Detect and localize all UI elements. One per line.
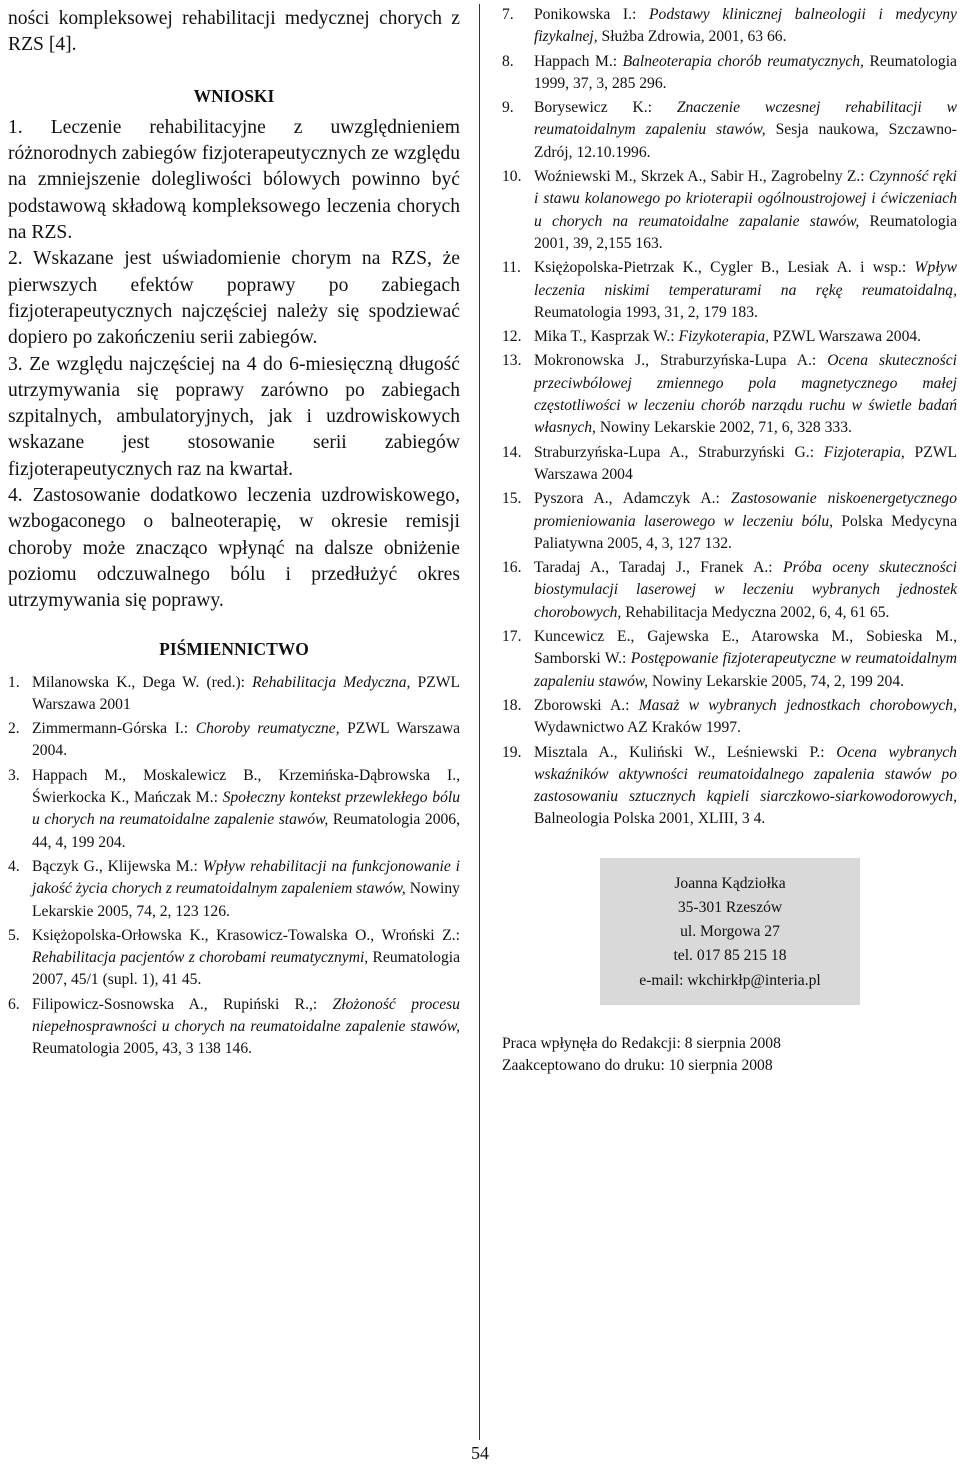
reference-item [8, 994, 460, 1061]
reference-source: Rehabilitacja Medyczna 2002, 6, 4, 61 65. [621, 603, 890, 621]
reference-title: Wpływ rehabilitacji na funkcjonowanie i jakość życia chorych z reumatoidalnym zapaleniem stawów, [32, 857, 461, 898]
reference-authors: Ponikowska I.: [534, 6, 650, 23]
reference-authors: Pyszora A., Adamczyk A.: [534, 490, 731, 508]
reference-source: Sesja naukowa, Szczawno-Zdrój, 12.10.1996. [534, 121, 957, 161]
contact-email: e-mail: wkchirkłp@interia.pl [639, 971, 821, 989]
reference-title: Masaż w wybranych jednostkach chorobowych, [638, 696, 958, 714]
reference-item [502, 97, 957, 164]
reference-number: 15. [502, 490, 522, 508]
reference-item [502, 557, 957, 624]
reference-item [502, 626, 957, 693]
reference-item [502, 742, 957, 831]
contact-name: Joanna Kądziołka [674, 874, 786, 892]
intro-text: ności kompleksowej rehabilitacji medycznej chorych z RZS [4]. [8, 8, 460, 56]
reference-title: Wpływ leczenia niskimi temperaturami na rękę reumatoidalną, [534, 259, 957, 299]
reference-source: Polska Medycyna Paliatywna 2005, 4, 3, 127 132. [534, 512, 957, 552]
reference-item [502, 4, 957, 49]
reference-title: Ocena skuteczności przeciwbólowej zmiennego pola magnetycznego małej częstotliwości w leczeniu chorób narządu ruchu w świetle badań własnych, [534, 352, 958, 437]
reference-number: 2. [8, 720, 20, 738]
reference-item [8, 765, 460, 854]
reference-list-left [8, 672, 460, 1061]
reference-item [502, 166, 957, 255]
reference-authors: Filipowicz-Sosnowska A., Rupiński R.,: [32, 995, 333, 1013]
conclusion-2: 2. Wskazane jest uświadomienie chorym na RZS, że pierwszych efektów poprawy po zabiegach fizjoterapeutycznych najczęściej należy się spodziewać dopiero po zakończeniu serii zabiegów. [8, 248, 460, 349]
left-column [8, 6, 460, 1063]
reference-title: Fizjoterapia, [823, 443, 905, 461]
reference-authors: Bączyk G., Klijewska M.: [32, 857, 203, 875]
reference-number: 1. [8, 673, 20, 691]
reference-title: Złożoność procesu niepełnosprawności u chorych na reumatoidalne zapalenie stawów, [32, 995, 460, 1035]
reference-number: 5. [8, 926, 20, 944]
reference-number: 14. [502, 443, 522, 461]
reference-source: Służba Zdrowia, 2001, 63 66. [597, 28, 787, 46]
reference-number: 17. [502, 628, 522, 646]
reference-title: Ocena wybranych wskaźników aktywności reumatoidalnego zapalenia stawów po zastosowaniu sztucznych kąpieli siarczkowo-siarkowodorowych, [534, 743, 957, 806]
references-heading: PIŚMIENNICTWO [159, 638, 309, 659]
received-date: Praca wpłynęła do Redakcji: 8 sierpnia 2008 [502, 1034, 781, 1052]
reference-title: Społeczny kontekst przewlekłego bólu u chorych na reumatoidalne zapalenie stawów, [32, 789, 460, 829]
reference-authors: Mika T., Kasprzak W.: [534, 328, 679, 346]
reference-item [502, 257, 957, 324]
reference-authors: Zborowski A.: [534, 696, 639, 714]
reference-source: Reumatologia 1993, 31, 2, 179 183. [534, 303, 758, 321]
reference-item [8, 672, 460, 717]
reference-title: Rehabilitacja Medyczna, [252, 673, 411, 691]
reference-source: Reumatologia 2007, 45/1 (supl. 1), 41 45. [32, 949, 460, 989]
reference-title: Fizykoterapia, [678, 328, 770, 346]
contact-city: 35-301 Rzeszów [677, 898, 783, 916]
reference-source: PZWL Warszawa 2004. [32, 720, 461, 760]
reference-title: Podstawy klinicznej balneologii i medycyny fizykalnej, [534, 6, 957, 46]
reference-title: Czynność ręki i stawu kolanowego po krioterapii ogólnoustrojowej i ćwiczeniach u chorych na reumatoidalne zapalanie stawów, [534, 168, 957, 230]
reference-authors: Happach M., Moskalewicz B., Krzemińska-Dąbrowska I., Świerkocka K., Mańczak M.: [32, 766, 460, 807]
contact-street: ul. Morgowa 27 [680, 923, 780, 941]
page-number: 54 [471, 1443, 489, 1463]
reference-source: Nowiny Lekarskie 2005, 74, 2, 199 204. [648, 672, 905, 690]
conclusion-1: 1. Leczenie rehabilitacyjne z uwzględnieniem różnorodnych zabiegów fizjoterapeutycznych ze względu na zmniejszenie dolegliwości bólowych powinno być podstawową składową kompleksowego leczenia chorych na RZS. [8, 116, 460, 244]
reference-source: Nowiny Lekarskie 2005, 74, 2, 123 126. [32, 880, 460, 920]
reference-title: Próba oceny skuteczności biostymulacji laserowej w leczeniu wybranych jednostek chorobowych, [534, 559, 957, 621]
reference-item [8, 925, 460, 992]
reference-number: 10. [502, 168, 522, 186]
reference-authors: Misztala A., Kuliński W., Leśniewski P.: [534, 743, 837, 761]
contact-phone: tel. 017 85 215 18 [673, 947, 787, 965]
reference-title: Balneoterapia chorób reumatycznych, [622, 52, 864, 70]
reference-authors: Milanowska K., Dega W. (red.): [32, 673, 253, 691]
reference-authors: Straburzyńska-Lupa A., Straburzyński G.: [534, 443, 824, 461]
reference-authors: Kuncewicz E., Gajewska E., Atarowska M., Sobieska M., Samborski W.: [534, 628, 957, 668]
reference-title: Postępowanie fizjoterapeutyczne w reumatoidalnym zapaleniu stawów, [534, 650, 957, 690]
reference-source: Nowiny Lekarskie 2002, 71, 6, 328 333. [595, 419, 852, 437]
reference-number: 8. [502, 52, 514, 70]
reference-source: Reumatologia 2006, 44, 4, 199 204. [32, 811, 460, 851]
reference-number: 12. [502, 328, 522, 346]
reference-authors: Taradaj A., Taradaj J., Franek A.: [534, 559, 783, 577]
reference-item [502, 350, 957, 439]
reference-title: Rehabilitacja pacjentów z chorobami reumatycznymi, [32, 949, 369, 967]
reference-title: Znaczenie wczesnej rehabilitacji w reumatoidalnym zapaleniu stawów, [534, 99, 957, 139]
conclusion-3: 3. Ze względu najczęściej na 4 do 6-miesięczną długość utrzymywania się poprawy zarówno po zabiegach szpitalnych, ambulatoryjnych, jak i uzdrowiskowych wskazane jest stosowanie serii zabiegów fizjoterapeutycznych raz na kwartał. [8, 353, 460, 480]
right-column [502, 4, 957, 1077]
reference-title: Choroby reumatyczne, [195, 720, 340, 738]
reference-source: PZWL Warszawa 2004. [769, 328, 922, 346]
submission-dates [502, 1033, 957, 1077]
reference-authors: Borysewicz K.: [534, 99, 677, 117]
reference-number: 3. [8, 766, 20, 784]
reference-item [502, 51, 957, 96]
contact-box [600, 858, 860, 1005]
reference-source: Wydawnictwo AZ Kraków 1997. [534, 719, 741, 737]
reference-item [8, 718, 460, 763]
reference-list-right [502, 4, 957, 831]
reference-authors: Mokronowska J., Straburzyńska-Lupa A.: [534, 352, 828, 370]
reference-number: 6. [8, 995, 20, 1013]
reference-number: 4. [8, 857, 20, 875]
reference-source: Reumatologia 2001, 39, 2,155 163. [534, 212, 957, 252]
reference-authors: Księżopolska-Pietrzak K., Cygler B., Lesiak A. i wsp.: [534, 259, 915, 277]
column-divider [479, 4, 480, 1440]
reference-item [502, 488, 957, 555]
reference-authors: Zimmermann-Górska I.: [32, 720, 196, 738]
reference-number: 9. [502, 99, 514, 117]
reference-item [502, 695, 957, 740]
reference-item [502, 442, 957, 487]
conclusion-4: 4. Zastosowanie dodatkowo leczenia uzdrowiskowego, wzbogaconego o balneoterapię, w okresie remisji choroby może znacząco wpłynąć na dalsze obniżenie poziomu odczuwalnego bólu i przedłużyć okres utrzymywania się poprawy. [8, 485, 460, 612]
reference-authors: Księżopolska-Orłowska K., Krasowicz-Towalska O., Wroński Z.: [32, 926, 460, 944]
reference-title: Zastosowanie niskoenergetycznego promieniowania laserowego w leczeniu bólu, [534, 490, 957, 530]
reference-item [8, 856, 460, 923]
reference-source: PZWL Warszawa 2004 [534, 443, 957, 483]
reference-source: PZWL Warszawa 2001 [32, 673, 460, 713]
reference-number: 7. [502, 6, 514, 23]
reference-number: 18. [502, 696, 522, 714]
reference-number: 16. [502, 559, 522, 577]
conclusions-heading: WNIOSKI [193, 85, 275, 106]
reference-source: Balneologia Polska 2001, XLIII, 3 4. [534, 810, 766, 828]
reference-number: 19. [502, 743, 522, 761]
reference-number: 11. [502, 259, 521, 277]
reference-authors: Woźniewski M., Skrzek A., Sabir H., Zagrobelny Z.: [534, 168, 869, 186]
reference-number: 13. [502, 352, 522, 370]
reference-source: Reumatologia 1999, 37, 3, 285 296. [534, 52, 957, 92]
reference-item [502, 326, 957, 348]
reference-authors: Happach M.: [534, 52, 623, 70]
accepted-date: Zaakceptowano do druku: 10 sierpnia 2008 [502, 1056, 773, 1074]
reference-source: Reumatologia 2005, 43, 3 138 146. [32, 1040, 253, 1058]
